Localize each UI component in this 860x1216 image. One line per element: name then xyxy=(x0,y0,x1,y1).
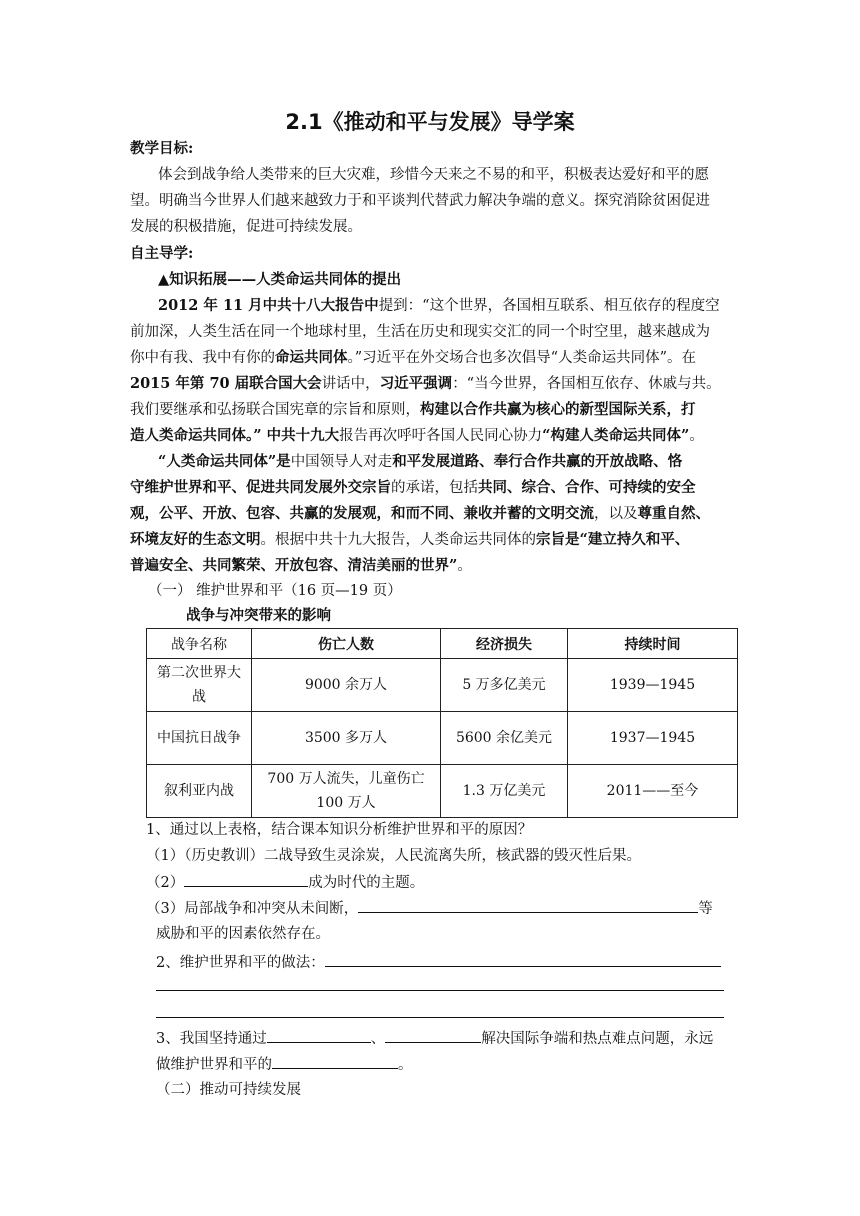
text: 等 xyxy=(698,901,713,917)
answer-line[interactable] xyxy=(156,1017,724,1018)
text: 。”习近平在外交场合也多次倡导“人类命运共同体”。在 xyxy=(347,350,696,366)
bold-text: 中共十九大 xyxy=(261,427,340,444)
answer-blank[interactable] xyxy=(325,950,721,967)
answer-blank[interactable] xyxy=(385,1026,481,1043)
bold-text: 宗旨是“建立持久和平、 xyxy=(536,531,690,548)
cell-duration: 2011——至今 xyxy=(568,765,738,818)
table-row xyxy=(147,712,738,765)
question-2 xyxy=(156,950,756,975)
question-1-answer-3 xyxy=(146,896,746,921)
cell-war-name: 第二次世界大战 xyxy=(147,659,252,712)
guide-heading: 自主导学: xyxy=(130,245,194,262)
text: 解决国际争端和热点难点问题，永远 xyxy=(481,1031,714,1047)
text: 我们要继承和弘扬联合国宪章的宗旨和原则， xyxy=(130,402,420,418)
text: ，以及 xyxy=(594,506,638,522)
cell-duration: 1937—1945 xyxy=(568,712,738,765)
text: 提到：“这个世界，各国相互联系、相互依存的程度空 xyxy=(378,298,720,314)
bold-text: 普遍安全、共同繁荣、开放包容、清洁美丽的世界” xyxy=(130,557,458,574)
para1-line-6 xyxy=(130,424,730,448)
text: 。 xyxy=(398,1057,413,1073)
para2-line-2 xyxy=(130,476,730,500)
text: 3、我国坚持通过 xyxy=(156,1031,267,1047)
goal-line-1: 体会到战争给人类带来的巨大灾难，珍惜今天来之不易的和平，积极表达爱好和平的愿 xyxy=(158,167,709,183)
bold-text: 造人类命运共同体。” xyxy=(130,427,262,444)
text: 做维护世界和平的 xyxy=(156,1057,272,1073)
bold-text: 环境友好的生态文明 xyxy=(130,531,261,548)
text: ：“当今世界，各国相互依存、休戚与共。 xyxy=(452,376,721,392)
cell-duration: 1939—1945 xyxy=(568,659,738,712)
header-war-name: 战争名称 xyxy=(147,629,252,659)
goal-line-2: 望。明确当今世界人们越来越致力于和平谈判代替武力解决争端的意义。探究消除贫困促进 xyxy=(130,193,710,209)
text: 、 xyxy=(370,1031,386,1047)
bold-text: 观，公平、开放、包容、共赢的发展观，和而不同、兼收并蓄的文明交流 xyxy=(130,505,594,522)
bold-text: 构建以合作共赢为核心的新型国际关系，打 xyxy=(420,401,696,418)
header-casualties: 伤亡人数 xyxy=(252,629,441,659)
table-header-row xyxy=(147,629,738,659)
goal-heading: 教学目标: xyxy=(130,140,194,157)
answer-blank[interactable] xyxy=(272,1052,398,1069)
text: 。 xyxy=(689,428,704,444)
bold-text: 2012 年 11 月中共十八大报告中 xyxy=(158,297,379,314)
table-row xyxy=(147,765,738,818)
text: 的承诺，包括 xyxy=(391,480,478,496)
question-3-cont xyxy=(156,1052,756,1077)
para1-line-3 xyxy=(130,346,730,370)
bold-text: 守维护世界和平、促进共同发展外交宗旨 xyxy=(130,479,391,496)
question-1: 1、通过以上表格，结合课本知识分析维护世界和平的原因？ xyxy=(146,822,533,838)
question-3 xyxy=(156,1026,756,1051)
answer-blank[interactable] xyxy=(184,870,308,887)
text: 你中有我、我中有你的 xyxy=(130,350,275,366)
cell-economic-loss: 5 万多亿美元 xyxy=(441,659,568,712)
goal-line-3: 发展的积极措施，促进可持续发展。 xyxy=(130,219,362,235)
bold-text: “人类命运共同体”是 xyxy=(158,453,291,470)
bold-text: 尊重自然、 xyxy=(637,505,710,522)
para1-line-5 xyxy=(130,398,730,422)
para1-line-4 xyxy=(130,372,730,396)
extension-heading: ▲知识拓展——人类命运共同体的提出 xyxy=(158,271,402,288)
text: （2） xyxy=(146,875,185,891)
text: 成为时代的主题。 xyxy=(308,875,425,891)
bold-text: 2015 年第 70 届联合国大会 xyxy=(130,375,322,392)
bold-text: “构建人类命运共同体” xyxy=(542,427,690,444)
table-row xyxy=(147,659,738,712)
cell-war-name: 叙利亚内战 xyxy=(147,765,252,818)
text: （3）局部战争和冲突从未间断， xyxy=(146,901,359,917)
table-caption: 战争与冲突带来的影响 xyxy=(186,607,331,624)
para2-line-4 xyxy=(130,528,730,552)
text: 2、维护世界和平的做法： xyxy=(156,955,325,971)
text: 讲话中， xyxy=(321,376,380,392)
para1-line-1 xyxy=(158,294,730,318)
cell-war-name: 中国抗日战争 xyxy=(147,712,252,765)
answer-blank[interactable] xyxy=(267,1026,371,1043)
bold-text: 命运共同体 xyxy=(275,349,348,366)
question-1-answer-1: （1）（历史教训）二战导致生灵涂炭，人民流离失所，核武器的毁灭性后果。 xyxy=(146,848,641,864)
header-duration: 持续时间 xyxy=(568,629,738,659)
para2-line-3 xyxy=(130,502,730,526)
text: 。根据中共十九大报告，人类命运共同体的 xyxy=(260,532,536,548)
bold-text: 和平发展道路、奉行合作共赢的开放战略、恪 xyxy=(392,453,683,470)
para2-line-5 xyxy=(130,554,730,578)
cell-casualties: 3500 多万人 xyxy=(252,712,441,765)
war-impact-table xyxy=(146,628,738,818)
cell-casualties: 9000 余万人 xyxy=(252,659,441,712)
page-title: 2.1《推动和平与发展》导学案 xyxy=(285,110,575,134)
bold-text: 习近平强调 xyxy=(379,375,453,392)
para2-line-1 xyxy=(158,450,730,474)
question-1-answer-2 xyxy=(146,870,746,895)
header-economic-loss: 经济损失 xyxy=(441,629,568,659)
cell-economic-loss: 5600 余亿美元 xyxy=(441,712,568,765)
para1-line-2: 前加深，人类生活在同一个地球村里，生活在历史和现实交汇的同一个时空里，越来越成为 xyxy=(130,324,710,340)
text: 中国领导人对走 xyxy=(290,454,393,470)
text: 报告再次呼吁各国人民同心协力 xyxy=(339,428,543,444)
bold-text: 共同、综合、合作、可持续的安全 xyxy=(478,479,696,496)
cell-economic-loss: 1.3 万亿美元 xyxy=(441,765,568,818)
cell-casualties: 700 万人流失，儿童伤亡 100 万人 xyxy=(252,765,441,818)
section-1-heading: （一） 维护世界和平（16 页—19 页） xyxy=(148,583,402,599)
answer-blank[interactable] xyxy=(358,896,698,913)
answer-line[interactable] xyxy=(156,990,724,991)
question-1-answer-3-cont: 威胁和平的因素依然存在。 xyxy=(156,926,330,942)
text: 。 xyxy=(457,558,472,574)
section-2-heading: （二）推动可持续发展 xyxy=(156,1082,301,1098)
